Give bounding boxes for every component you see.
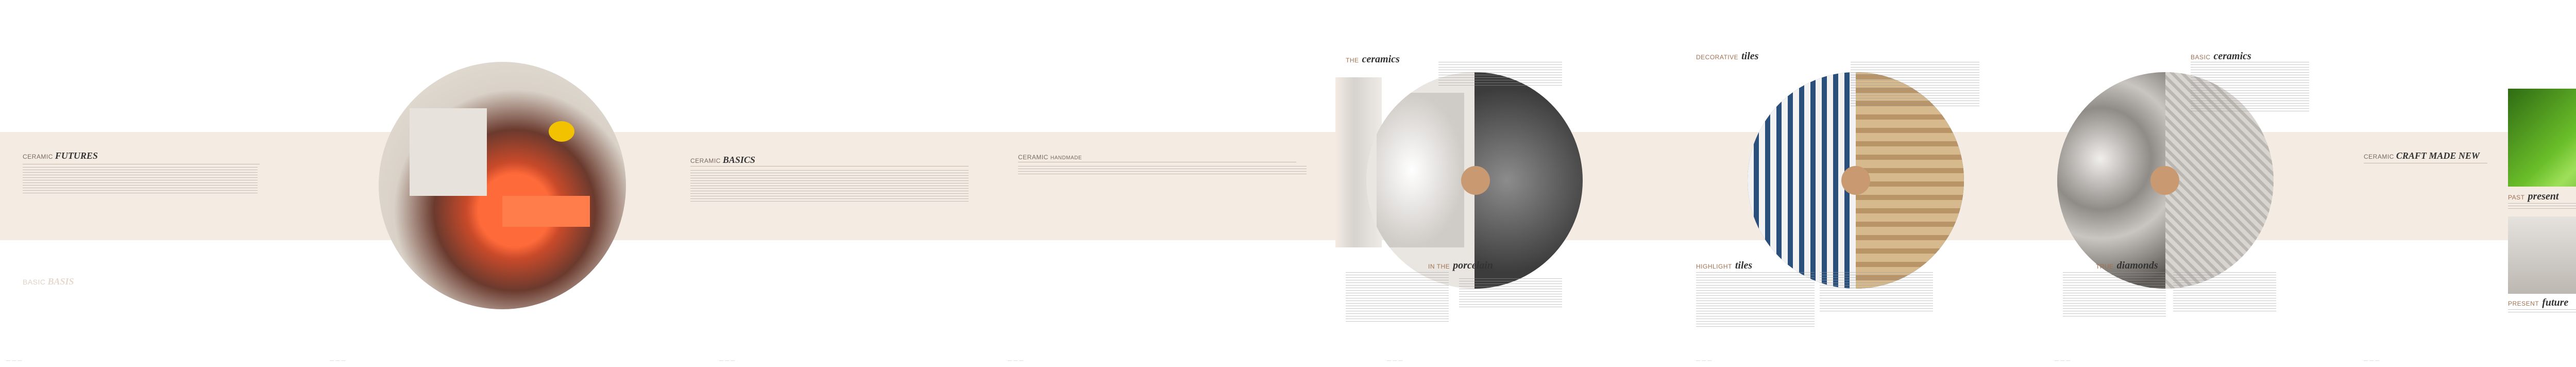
heading-title: FUTURES [55, 151, 98, 161]
body-text [1346, 272, 1449, 324]
porcelain-title: porcelain [1453, 260, 1493, 271]
footer-right: — — — [2364, 358, 2380, 363]
ceramics-heading [1346, 54, 1400, 65]
body-text [1438, 62, 1562, 87]
body-text [2508, 203, 2576, 209]
footer-right: — — — [1696, 358, 1712, 363]
body-text [1459, 278, 1562, 309]
kiln-cabinet [410, 108, 487, 196]
heading-kicker: CERAMIC [2364, 153, 2394, 160]
spread-3 [1335, 0, 2003, 367]
future-kicker: PRESENT [2508, 300, 2539, 307]
heading-kicker: CERAMIC [23, 153, 53, 160]
sub-kicker: CERAMIC [1018, 154, 1048, 161]
present-title: present [2528, 191, 2559, 202]
footer-left: — — — [719, 358, 735, 363]
page-kicker: BASIC [23, 278, 46, 286]
gold-medallion [2150, 166, 2179, 195]
page-heading [23, 276, 74, 287]
ceramics-title: ceramics [2213, 51, 2251, 62]
ceramics-kicker: THE [1346, 57, 1359, 64]
green-print-photo [2508, 89, 2576, 187]
tiles2-heading [1696, 260, 1752, 272]
footer-right: — — — [1008, 358, 1024, 363]
ceramics-title: ceramics [1362, 54, 1400, 65]
body-text [1851, 62, 1979, 108]
body-text [690, 170, 969, 202]
gold-medallion [1461, 166, 1490, 195]
porcelain-kicker: IN THE [1428, 263, 1450, 270]
section-heading [2364, 151, 2480, 161]
body-text [2191, 62, 2309, 113]
body-text [2063, 272, 2166, 319]
footer-left: — — — [2055, 358, 2071, 363]
tile-pattern [1748, 72, 1856, 289]
diamonds-heading [2096, 260, 2158, 272]
body-text [2508, 309, 2576, 313]
tiles-heading [1696, 51, 1758, 62]
spread-4 [2003, 0, 2576, 367]
spread-2 [668, 0, 1335, 367]
footer-left: — — — [1387, 358, 1403, 363]
footer-right: — — — [330, 358, 346, 363]
porcelain-form [1377, 93, 1464, 247]
diamonds-kicker: TRUE [2096, 263, 2114, 270]
future-title: future [2542, 297, 2569, 308]
sub-heading [1018, 153, 1296, 162]
texture-photo [1475, 72, 1583, 289]
porcelain-heading [1428, 260, 1493, 272]
section-heading [690, 155, 969, 165]
heading-kicker: CERAMIC [690, 157, 721, 164]
tiles2-kicker: HIGHLIGHT [1696, 263, 1732, 270]
3d-printer-photo [2508, 216, 2576, 294]
tiles2-title: tiles [1735, 260, 1753, 271]
kiln-glow [502, 196, 590, 227]
diamonds-title: diamonds [2116, 260, 2158, 271]
body-text [23, 167, 258, 194]
heading-title: BASICS [722, 155, 755, 165]
gold-medallion [1841, 166, 1870, 195]
tiles-title: tiles [1741, 51, 1759, 62]
body-text [2173, 272, 2276, 313]
footer-left: — — — [6, 358, 22, 363]
present-heading [2508, 191, 2558, 203]
page-title: BASIS [47, 276, 74, 287]
tiles-kicker: DECORATIVE [1696, 54, 1739, 61]
ceramics-heading [2191, 51, 2251, 62]
kiln-photo [379, 62, 626, 309]
spread-1 [0, 0, 668, 367]
section-heading [23, 151, 260, 161]
sub-title: HANDMADE [1050, 155, 1082, 161]
body-text [1696, 272, 1815, 329]
body-text [1018, 166, 1307, 176]
heading-title: CRAFT MADE NEW [2396, 151, 2480, 161]
body-text [1820, 272, 1933, 313]
ceramics-kicker: BASIC [2191, 54, 2211, 61]
warning-label-icon [549, 121, 574, 142]
diamond-shapes [2057, 72, 2165, 289]
present-kicker: PAST [2508, 194, 2525, 201]
future-heading [2508, 297, 2568, 309]
